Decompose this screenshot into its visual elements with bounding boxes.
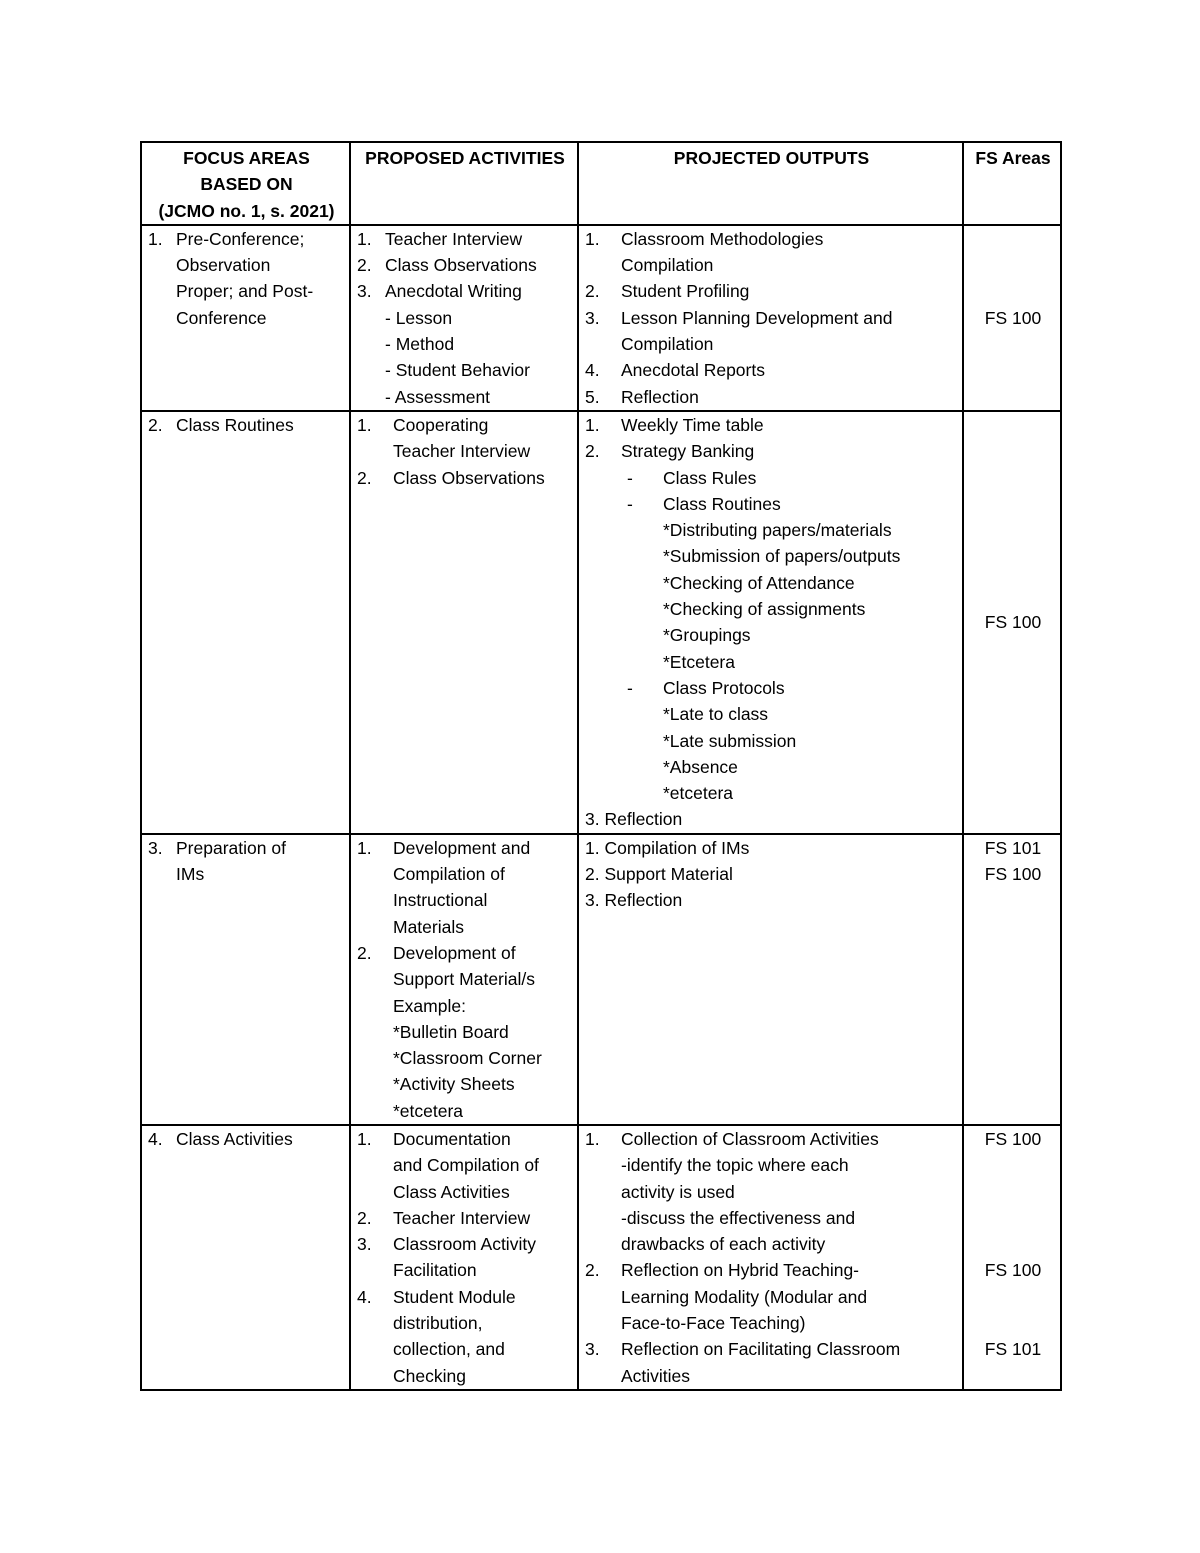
cell-text: 1. <box>585 228 600 249</box>
cell-text: collection, and <box>393 1339 505 1360</box>
cell-text: FS 100 <box>984 1128 1042 1149</box>
cell-text: *Bulletin Board <box>393 1021 509 1042</box>
cell-text <box>585 438 958 464</box>
cell-text: *Etcetera <box>663 651 735 672</box>
cell-text: Class Routines <box>663 493 781 514</box>
cell-text: - <box>627 467 633 488</box>
cell-text: Facilitation <box>393 1260 477 1281</box>
cell-text: 2. <box>357 255 372 276</box>
cell-text: Instructional <box>393 890 488 911</box>
fs-cell <box>963 834 1061 1125</box>
cell-text <box>585 384 958 410</box>
cell-text <box>357 1126 573 1152</box>
cell-text: Development and <box>393 837 531 858</box>
cell-text: drawbacks of each activity <box>621 1234 826 1255</box>
cell-text: BASED ON <box>200 174 293 195</box>
cell-text: 1. <box>357 414 372 435</box>
cell-text: IMs <box>176 864 205 885</box>
cell-text: Learning Modality (Modular and <box>621 1286 868 1307</box>
cell-text: Class Observations <box>385 255 537 276</box>
cell-text: Reflection on Hybrid Teaching- <box>621 1260 860 1281</box>
cell-text: 2. <box>357 942 372 963</box>
cell-text: *etcetera <box>663 783 734 804</box>
cell-text: Observation <box>176 255 271 276</box>
cell-text: 2. <box>148 414 163 435</box>
cell-text: Class Routines <box>176 414 294 435</box>
cell-text: -discuss the effectiveness and <box>621 1207 856 1228</box>
cell-text: 1. <box>585 414 600 435</box>
cell-text: 2. <box>357 1207 372 1228</box>
header-projected-outputs <box>578 142 963 225</box>
cell-text: *Late submission <box>663 730 797 751</box>
cell-text: *etcetera <box>393 1100 464 1121</box>
cell-text: 3. <box>357 1234 372 1255</box>
header-focus-areas <box>141 142 350 225</box>
cell-text <box>585 278 958 304</box>
cell-text <box>585 1257 958 1283</box>
cell-text: Materials <box>393 916 464 937</box>
fs-cell <box>963 1125 1061 1390</box>
table-header-row <box>141 142 1061 225</box>
activities-cell <box>350 1125 578 1390</box>
cell-text <box>585 465 958 491</box>
cell-text: - <box>627 677 633 698</box>
cell-text <box>357 1205 573 1231</box>
cell-text: Student Module <box>393 1286 516 1307</box>
cell-text: -identify the topic where each <box>621 1155 849 1176</box>
outputs-cell <box>578 1125 963 1390</box>
table-row <box>141 834 1061 1125</box>
cell-text: *Checking of Attendance <box>663 572 855 593</box>
cell-text: *Absence <box>663 756 738 777</box>
table-row <box>141 225 1061 411</box>
cell-text: - Lesson <box>385 307 453 328</box>
cell-text <box>970 1152 1056 1178</box>
cell-text <box>357 940 573 966</box>
cell-text: 1. <box>148 228 163 249</box>
cell-text <box>970 1284 1056 1310</box>
cell-text: Teacher Interview <box>393 1207 531 1228</box>
cell-text <box>585 226 958 252</box>
cell-text <box>585 305 958 331</box>
cell-text: Classroom Methodologies <box>621 228 824 249</box>
cell-text: - <box>627 493 633 514</box>
cell-text <box>357 1284 573 1310</box>
cell-text: Teacher Interview <box>385 228 523 249</box>
cell-text: Class Observations <box>393 467 545 488</box>
cell-text <box>970 1231 1056 1257</box>
cell-text: Collection of Classroom Activities <box>621 1128 879 1149</box>
cell-text <box>357 252 573 278</box>
header-fs-areas <box>963 142 1061 225</box>
cell-text: Student Profiling <box>621 281 750 302</box>
cell-text: - Assessment <box>385 386 491 407</box>
cell-text <box>148 835 345 861</box>
cell-text <box>148 412 345 438</box>
cell-text: *Distributing papers/materials <box>663 520 892 541</box>
cell-text <box>585 357 958 383</box>
cell-text: 1. <box>357 837 372 858</box>
cell-text: *Classroom Corner <box>393 1048 542 1069</box>
cell-text: 4. <box>148 1128 163 1149</box>
cell-text: Development of <box>393 942 516 963</box>
cell-text: Activities <box>621 1365 691 1386</box>
table-row <box>141 411 1061 834</box>
cell-text: 2. <box>585 281 600 302</box>
cell-text: - Student Behavior <box>385 360 530 381</box>
cell-text: PROPOSED ACTIVITIES <box>365 148 565 168</box>
cell-text: FS 101 <box>984 1339 1042 1360</box>
cell-text: Weekly Time table <box>621 414 764 435</box>
activities-cell <box>350 411 578 834</box>
focus-cell <box>141 1125 350 1390</box>
cell-text: Support Material/s <box>393 969 536 990</box>
outputs-cell <box>578 411 963 834</box>
cell-text <box>585 412 958 438</box>
cell-text: 3. <box>148 837 163 858</box>
cell-text: Strategy Banking <box>621 441 755 462</box>
cell-text <box>357 835 573 861</box>
activities-cell <box>350 225 578 411</box>
cell-text: PROJECTED OUTPUTS <box>673 148 870 168</box>
cell-text: Checking <box>393 1365 466 1386</box>
cell-text: Compilation <box>621 255 714 276</box>
cell-text: FS 101 <box>984 837 1042 858</box>
cell-text: *Late to class <box>663 704 769 725</box>
cell-text: 3. Reflection <box>585 809 683 830</box>
cell-text: (JCMO no. 1, s. 2021) <box>158 200 335 221</box>
focus-cell <box>141 225 350 411</box>
cell-text: - Method <box>385 334 455 355</box>
fs-cell <box>963 225 1061 411</box>
cell-text <box>148 226 345 252</box>
cell-text: 4. <box>357 1286 372 1307</box>
cell-text: *Submission of papers/outputs <box>663 546 901 567</box>
cell-text: 2. <box>585 1260 600 1281</box>
cell-text <box>585 1336 958 1362</box>
header-proposed-activities <box>350 142 578 225</box>
fs-cell <box>963 411 1061 834</box>
cell-text: FS Areas <box>975 148 1051 168</box>
cell-text: FS 100 <box>984 307 1042 328</box>
cell-text: Classroom Activity <box>393 1234 536 1255</box>
cell-text <box>585 675 958 701</box>
cell-text: Anecdotal Reports <box>621 360 765 381</box>
cell-text <box>148 1126 345 1152</box>
cell-text: Compilation <box>621 334 714 355</box>
cell-text: Reflection on Facilitating Classroom <box>621 1339 901 1360</box>
cell-text: 1. Compilation of IMs <box>585 837 750 858</box>
cell-text <box>357 412 573 438</box>
cell-text: Pre-Conference; <box>176 228 305 249</box>
cell-text: Class Activities <box>176 1128 293 1149</box>
cell-text: and Compilation of <box>393 1155 539 1176</box>
table-row <box>141 1125 1061 1390</box>
cell-text <box>970 1310 1056 1336</box>
cell-text: Conference <box>176 307 267 328</box>
cell-text: 1. <box>357 1128 372 1149</box>
cell-text: activity is used <box>621 1181 735 1202</box>
cell-text: Class Protocols <box>663 677 785 698</box>
cell-text: FOCUS AREAS <box>183 148 310 168</box>
cell-text <box>357 465 573 491</box>
cell-text: Class Rules <box>663 467 757 488</box>
focus-areas-table <box>140 141 1062 1391</box>
cell-text: 3. Reflection <box>585 890 683 911</box>
cell-text: FS 100 <box>984 1260 1042 1281</box>
cell-text: *Groupings <box>663 625 751 646</box>
focus-cell <box>141 411 350 834</box>
cell-text: 2. <box>585 441 600 462</box>
cell-text <box>970 1205 1056 1231</box>
focus-cell <box>141 834 350 1125</box>
cell-text: *Checking of assignments <box>663 599 866 620</box>
cell-text: Class Activities <box>393 1181 510 1202</box>
cell-text <box>585 1126 958 1152</box>
cell-text: Documentation <box>393 1128 511 1149</box>
outputs-cell <box>578 834 963 1125</box>
cell-text <box>357 278 573 304</box>
outputs-cell <box>578 225 963 411</box>
cell-text <box>970 1179 1056 1205</box>
cell-text: *Activity Sheets <box>393 1074 515 1095</box>
cell-text: 1. <box>357 228 372 249</box>
cell-text <box>585 491 958 517</box>
cell-text: 3. <box>585 307 600 328</box>
cell-text: Compilation of <box>393 864 505 885</box>
cell-text: Face-to-Face Teaching) <box>621 1313 806 1334</box>
cell-text: FS 100 <box>984 612 1042 633</box>
cell-text <box>357 226 573 252</box>
activities-cell <box>350 834 578 1125</box>
cell-text: FS 100 <box>984 864 1042 885</box>
cell-text: 2. Support Material <box>585 864 733 885</box>
cell-text: Proper; and Post- <box>176 281 314 302</box>
cell-text: 3. <box>357 281 372 302</box>
cell-text: 2. <box>357 467 372 488</box>
cell-text: Teacher Interview <box>393 441 531 462</box>
cell-text: 5. <box>585 386 600 407</box>
cell-text: 4. <box>585 360 600 381</box>
cell-text: 3. <box>585 1339 600 1360</box>
cell-text: Cooperating <box>393 414 489 435</box>
cell-text: 1. <box>585 1128 600 1149</box>
cell-text: Reflection <box>621 386 699 407</box>
cell-text: Anecdotal Writing <box>385 281 522 302</box>
cell-text: Example: <box>393 995 466 1016</box>
cell-text: Preparation of <box>176 837 286 858</box>
cell-text: distribution, <box>393 1313 483 1334</box>
cell-text <box>357 1231 573 1257</box>
cell-text: Lesson Planning Development and <box>621 307 893 328</box>
